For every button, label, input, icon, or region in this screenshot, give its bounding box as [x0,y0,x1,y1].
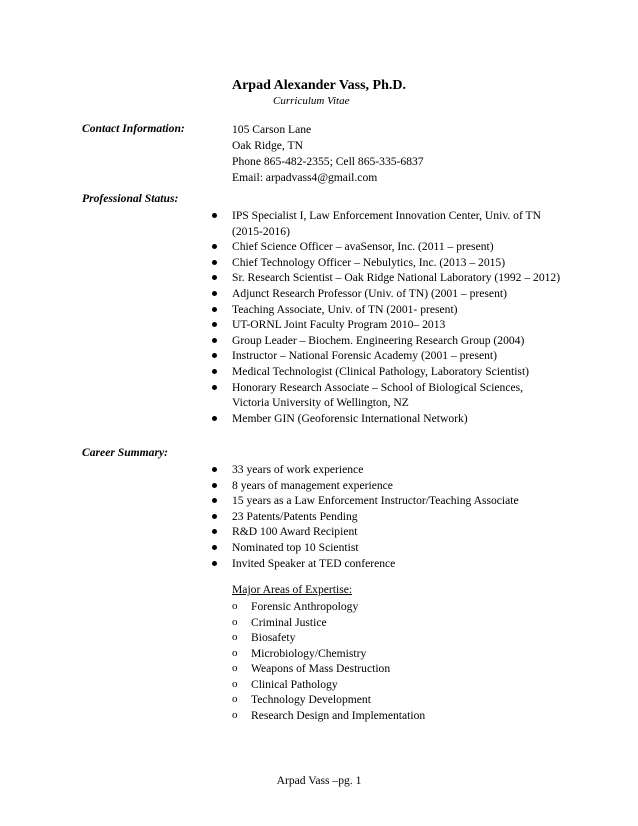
circle-bullet-icon: o [232,631,238,643]
expertise-item-text: Forensic Anthropology [251,600,359,613]
status-item [232,411,562,427]
status-item-text: IPS Specialist I, Law Enforcement Innovation Center, Univ. of TN (2015-2016) [232,209,541,238]
expertise-item [232,599,425,615]
status-item [232,270,562,286]
professional-status-list [232,208,562,426]
career-summary-label: Career Summary: [82,446,168,459]
career-item-text: 8 years of management experience [232,478,393,492]
bullet-icon [212,416,217,421]
career-item-text: R&D 100 Award Recipient [232,525,358,539]
bullet-icon [212,514,217,519]
expertise-item [232,646,425,662]
status-item [232,208,562,239]
bullet-icon [212,498,217,503]
status-item-text: Chief Technology Officer – Nebulytics, Inc. (2013 – 2015) [232,255,506,269]
career-item-text: Invited Speaker at TED conference [232,556,396,570]
bullet-icon [212,483,217,488]
bullet-icon [212,529,217,534]
bullet-icon [212,275,217,280]
status-item [232,333,562,349]
expertise-item [232,615,425,631]
expertise-item-text: Technology Development [251,693,371,706]
status-item [232,302,562,318]
professional-status-label: Professional Status: [82,192,179,205]
status-item [232,348,562,364]
status-item-text: Adjunct Research Professor (Univ. of TN) (2001 – present) [232,286,507,300]
expertise-item [232,661,425,677]
contact-label: Contact Information: [82,122,185,135]
career-item [232,493,562,509]
professional-status-section [232,208,562,426]
expertise-item-text: Clinical Pathology [251,677,338,691]
bullet-icon [212,244,217,249]
contact-phone: Phone 865-482-2355; Cell 865-335-6837 [232,155,424,168]
career-summary-list [232,462,562,571]
bullet-icon [212,369,217,374]
status-item [232,364,562,380]
bullet-icon [212,307,217,312]
document-subtitle: Curriculum Vitae [273,95,350,107]
expertise-item-text: Biosafety [251,631,296,644]
bullet-icon [212,545,217,550]
expertise-item-text: Research Design and Implementation [251,708,426,722]
career-item [232,524,562,540]
expertise-item [232,708,425,724]
status-item-text: Member GIN (Geoforensic International Network) [232,411,468,425]
expertise-item-text: Criminal Justice [251,615,327,629]
career-item [232,478,562,494]
status-item [232,317,562,333]
expertise-item [232,630,425,646]
status-item-text: Honorary Research Associate – School of Biological Sciences, Victoria University of Wellington, NZ [232,380,524,410]
bullet-icon [212,353,217,358]
bullet-icon [212,291,217,296]
career-item [232,556,562,572]
career-item [232,540,562,556]
bullet-icon [212,338,217,343]
career-summary-section [232,462,562,571]
page-footer: Arpad Vass –pg. 1 [276,774,362,787]
expertise-item [232,677,425,693]
contact-address-line-1: 105 Carson Lane [232,123,312,136]
contact-email: Email: arpadvass4@gmail.com [232,171,378,184]
contact-address-line-2: Oak Ridge, TN [232,139,303,152]
bullet-icon [212,385,217,390]
career-item-text: Nominated top 10 Scientist [232,540,359,554]
status-item-text: Medical Technologist (Clinical Pathology, Laboratory Scientist) [232,364,530,378]
status-item [232,255,562,271]
status-item-text: Instructor – National Forensic Academy (2001 – present) [232,349,497,363]
bullet-icon [212,561,217,566]
document-title: Arpad Alexander Vass, Ph.D. [231,78,406,93]
bullet-icon [212,467,217,472]
expertise-item-text: Weapons of Mass Destruction [251,662,391,675]
status-item [232,286,562,302]
career-item [232,509,562,525]
bullet-icon [212,322,217,327]
circle-bullet-icon: o [232,600,238,612]
circle-bullet-icon: o [232,708,238,721]
status-item-text: Teaching Associate, Univ. of TN (2001- present) [232,302,458,316]
bullet-icon [212,260,217,265]
career-item-text: 23 Patents/Patents Pending [232,509,358,523]
expertise-section [232,599,425,723]
circle-bullet-icon: o [232,646,238,659]
expertise-item-text: Microbiology/Chemistry [251,646,367,660]
expertise-item [232,692,425,708]
status-item-text: Chief Science Officer – avaSensor, Inc. (2011 – present) [232,240,494,254]
status-item [232,239,562,255]
expertise-list [232,599,425,723]
expertise-heading: Major Areas of Expertise: [232,583,353,596]
status-item-text: UT-ORNL Joint Faculty Program 2010– 2013 [232,318,446,332]
status-item-text: Group Leader – Biochem. Engineering Research Group (2004) [232,333,525,347]
career-item-text: 33 years of work experience [232,463,364,476]
circle-bullet-icon: o [232,662,238,674]
bullet-icon [212,213,217,218]
circle-bullet-icon: o [232,615,238,628]
circle-bullet-icon: o [232,677,238,690]
contact-block [232,122,424,186]
status-item [232,380,562,411]
circle-bullet-icon: o [232,693,238,705]
career-item [232,462,562,478]
career-item-text: 15 years as a Law Enforcement Instructor/Teaching Associate [232,494,519,508]
status-item-text: Sr. Research Scientist – Oak Ridge National Laboratory (1992 – 2012) [232,271,561,285]
